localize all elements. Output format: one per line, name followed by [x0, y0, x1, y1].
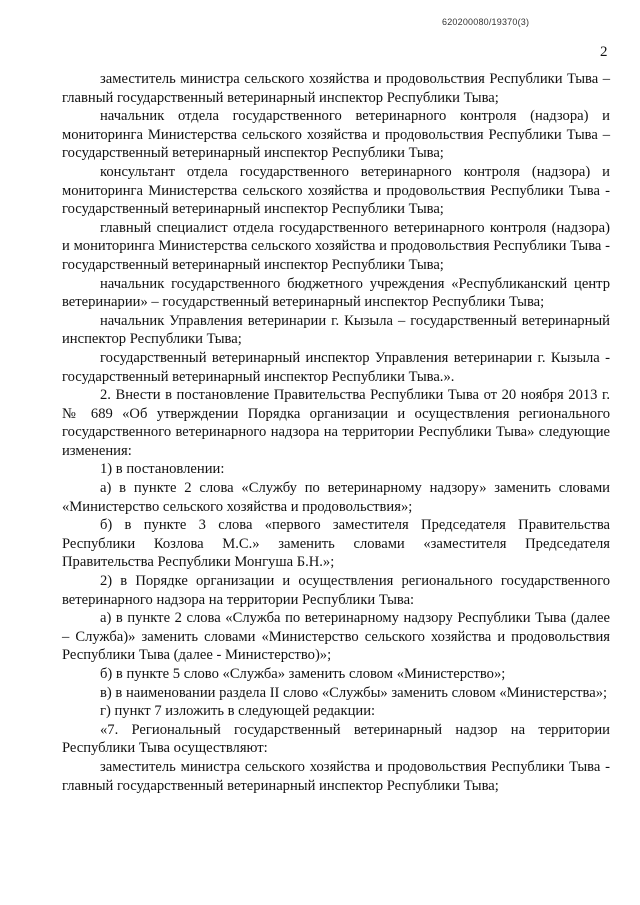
paragraph: начальник отдела государственного ветеринарного контроля (надзора) и мониторинга Министерства сельского хозяйства и продовольствия Республики Тыва – государственный ветеринарный инспектор Республики Тыва;: [62, 108, 610, 162]
paragraph: начальник государственного бюджетного учреждения «Республиканский центр ветеринарии» – государственный ветеринарный инспектор Республики Тыва;: [62, 275, 610, 311]
paragraph: 1) в постановлении:: [100, 461, 225, 478]
paragraph: 2) в Порядке организации и осуществления регионального государственного ветеринарного надзора на территории Республики Тыва:: [62, 573, 610, 608]
paragraph: б) в пункте 3 слова «первого заместителя Председателя Правительства Республики Козлова М.С.» заменить словами «заместителя Председателя Правительства Республики Монгуша Б.Н.»;: [62, 517, 610, 571]
paragraph: главный специалист отдела государственного ветеринарного контроля (надзора) и мониторинга Министерства сельского хозяйства и продовольствия Республики Тыва - государственный ветеринарный инспектор Республики Тыва;: [62, 219, 610, 273]
page-number: 2: [600, 44, 608, 60]
paragraph: г) пункт 7 изложить в следующей редакции:: [100, 703, 376, 720]
paragraph: заместитель министра сельского хозяйства и продовольствия Республики Тыва – главный государственный ветеринарный инспектор Республики Тыва;: [62, 71, 610, 106]
document-body: [62, 70, 610, 795]
paragraph: в) в наименовании раздела II слово «Службы» заменить словом «Министерства»;: [100, 684, 608, 701]
paragraph: б) в пункте 5 слово «Служба» заменить словом «Министерство»;: [100, 666, 506, 682]
paragraph: «7. Региональный государственный ветеринарный надзор на территории Республики Тыва осуществляют:: [62, 721, 610, 757]
paragraph: а) в пункте 2 слова «Службу по ветеринарному надзору» заменить словами «Министерство сельского хозяйства и продовольствия»;: [62, 480, 610, 515]
paragraph: государственный ветеринарный инспектор Управления ветеринарии г. Кызыла - государственный ветеринарный инспектор Республики Тыва.».: [62, 349, 610, 385]
paragraph: консультант отдела государственного ветеринарного контроля (надзора) и мониторинга Министерства сельского хозяйства и продовольствия Республики Тыва - государственный ветеринарный инспектор Республики Тыва;: [62, 163, 610, 218]
paragraph: начальник Управления ветеринарии г. Кызыла – государственный ветеринарный инспектор Республики Тыва;: [62, 312, 610, 348]
document-id: 620200080/19370(3): [442, 17, 530, 27]
paragraph: 2. Внести в постановление Правительства Республики Тыва от 20 ноября 2013 г. № 689 «Об утверждении Порядка организации и осуществления регионального государственного ветеринарного надзора на территории Республики Тыва» следующие изменения:: [62, 387, 610, 459]
paragraph: заместитель министра сельского хозяйства и продовольствия Республики Тыва - главный государственный ветеринарный инспектор Республики Тыва;: [62, 758, 610, 794]
paragraph: а) в пункте 2 слова «Служба по ветеринарному надзору Республики Тыва (далее – Служба)» заменить словами «Министерство сельского хозяйства и продовольствия Республики Тыва (далее - Министерство)»;: [62, 610, 610, 664]
